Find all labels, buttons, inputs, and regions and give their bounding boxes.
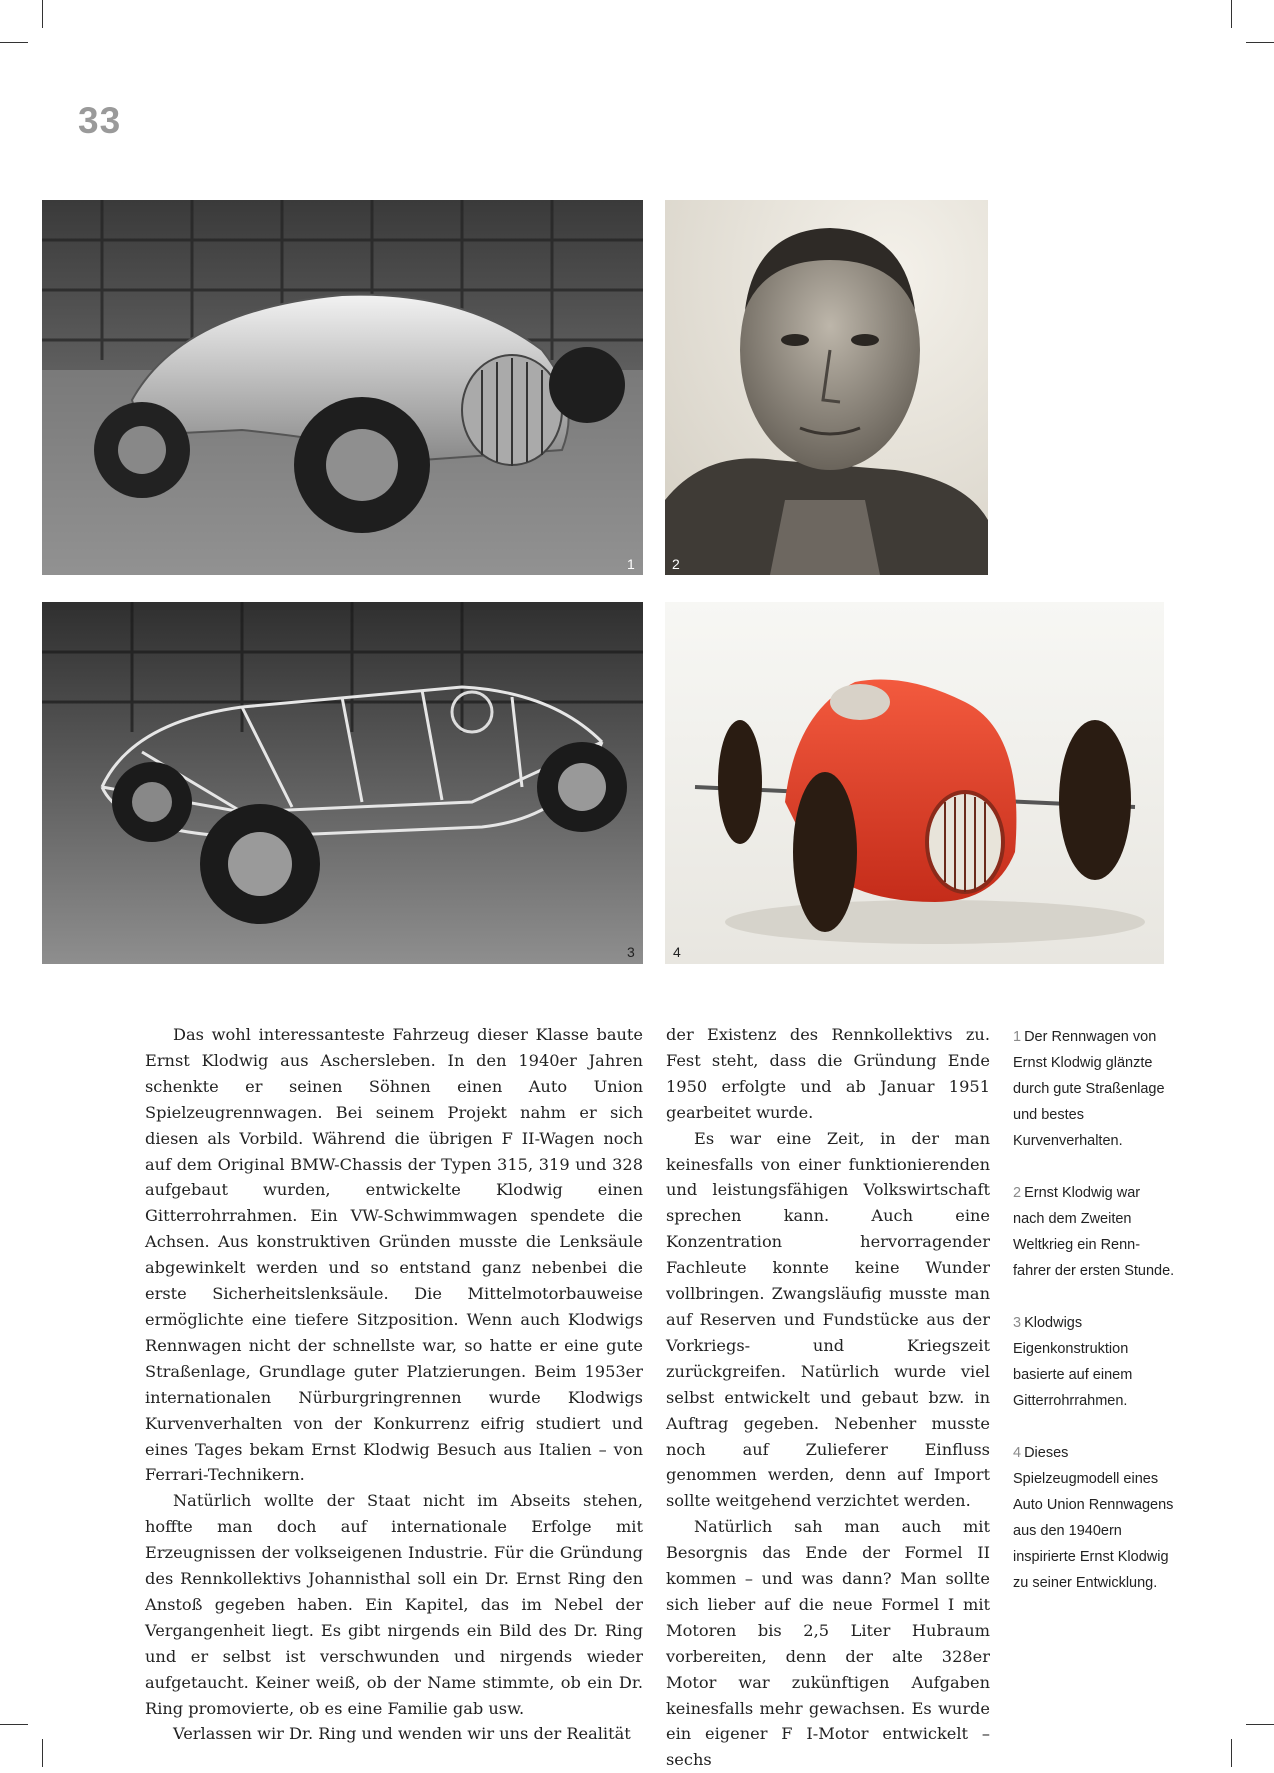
caption-1 [1013,1024,1175,1154]
text-column-2 [666,1022,990,1773]
tube-frame-image [42,602,643,964]
paragraph: Verlassen wir Dr. Ring und wenden wir uns der Realität [173,1724,631,1744]
caption-4 [1013,1440,1175,1596]
crop-mark [1246,1724,1274,1725]
crop-mark [1246,42,1274,43]
photo-tube-frame [42,602,643,964]
crop-mark [42,0,43,28]
caption-2 [1013,1180,1175,1284]
caption-number: 2 [1013,1185,1022,1201]
photo-toy-car [665,602,1164,964]
page-number: 33 [78,100,122,141]
paragraph: Es war eine Zeit, in der man keinesfalls von einer funktionierenden und leistungsfähigen Volkswirtschaft sprechen kann. Auch eine Konzentration hervorragender Fachleute konnte keine Wunder vollbringen. Zwangsläufig musste man auf Reserven und Fundstücke aus der Vorkriegs- und Kriegszeit zurückgreifen. Natürlich wurde viel selbst entwickelt und gebaut bzw. in Auftrag gegeben. Nebenher musste noch auf Zulieferer Einfluss genommen werden, denn auf Import sollte weitgehend verzichtet werden. [666,1128,990,1511]
photo-portrait [665,200,988,575]
photo-number: 3 [627,944,635,960]
photo-race-car [42,200,643,575]
caption-text: Klodwigs Eigenkonstruktion basierte auf einem Gitterrohrrahmen. [1013,1315,1133,1409]
photo-number: 1 [627,556,635,572]
caption-text: Dieses Spielzeugmodell eines Auto Union Rennwagens aus den 1940ern inspirierte Ernst Klodwig zu seiner Entwicklung. [1013,1445,1174,1591]
caption-3 [1013,1310,1175,1414]
crop-mark [0,42,28,43]
caption-column [1013,1024,1175,1622]
crop-mark [42,1739,43,1767]
caption-text: Der Rennwagen von Ernst Klodwig glänzte durch gute Straßenlage und bestes Kurvenverhalten. [1013,1029,1165,1149]
paragraph: der Existenz des Rennkollektivs zu. Fest steht, dass die Gründung Ende 1950 erfolgte und ab Januar 1951 gearbeitet wurde. [666,1025,990,1122]
caption-number: 3 [1013,1315,1022,1331]
toy-car-image [665,602,1164,964]
crop-mark [0,1724,28,1725]
caption-text: Ernst Klodwig war nach dem Zweiten Weltkrieg ein Renn-fahrer der ersten Stunde. [1013,1185,1175,1279]
photo-number: 2 [672,556,680,572]
crop-mark [1231,0,1232,28]
paragraph: Natürlich wollte der Staat nicht im Abseits stehen, hoffte man doch auf internationale Erfolge mit Erzeugnissen der volkseigenen Industrie. Für die Gründung des Rennkollektivs Johannisthal soll ein Dr. Ernst Ring den Anstoß gegeben haben. Ein Kapitel, das im Nebel der Vergangenheit liegt. Es gibt nirgends ein Bild des Dr. Ring und er selbst ist verschwunden und nirgends wieder aufgetaucht. Keiner weiß, ob der Name stimmte, ob ein Dr. Ring promovierte, ob es eine Familie gab usw. [145,1491,643,1718]
crop-mark [1231,1739,1232,1767]
photo-number: 4 [673,944,681,960]
text-column-1 [145,1022,643,1747]
caption-number: 1 [1013,1029,1022,1045]
paragraph: Das wohl interessanteste Fahrzeug dieser Klasse baute Ernst Klodwig aus Aschersleben. In den 1940er Jahren schenkte er seinen Söhnen einen Auto Union Spielzeugrennwagen. Bei seinem Projekt nahm er sich diesen als Vorbild. Während die übrigen F II-Wagen noch auf dem Original BMW-Chassis der Typen 315, 319 und 328 aufgebaut wurden, entwickelte Klodwig einen Gitterrohrrahmen. Ein VW-Schwimmwagen spendete die Achsen. Aus konstruktiven Gründen musste die Lenksäule abgewinkelt werden und so entstand ganz nebenbei die erste Sicherheitslenksäule. Die Mittelmotorbauweise ermöglichte eine tiefere Sitzposition. Wenn auch Klodwigs Rennwagen nicht der schnellste war, so hatte er eine gute Straßenlage, Grundlage guter Platzierungen. Beim 1953er internationalen Nürburgringrennen wurde Klodwigs Kurvenverhalten von der Konkurrenz eifrig studiert und eines Tages bekam Ernst Klodwig Besuch aus Italien – von Ferrari-Technikern. [145,1025,643,1485]
paragraph: Natürlich sah man auch mit Besorgnis das Ende der Formel II kommen – und was dann? Man sollte sich lieber auf die neue Formel I mit Motoren bis 2,5 Liter Hubraum vorbereiten, denn der alte 328er Motor war zukünftigen Aufgaben keinesfalls mehr gewachsen. Es wurde ein eigener F I-Motor entwickelt – sechs [666,1517,990,1770]
caption-number: 4 [1013,1445,1022,1461]
portrait-image [665,200,988,575]
race-car-image [42,200,643,575]
